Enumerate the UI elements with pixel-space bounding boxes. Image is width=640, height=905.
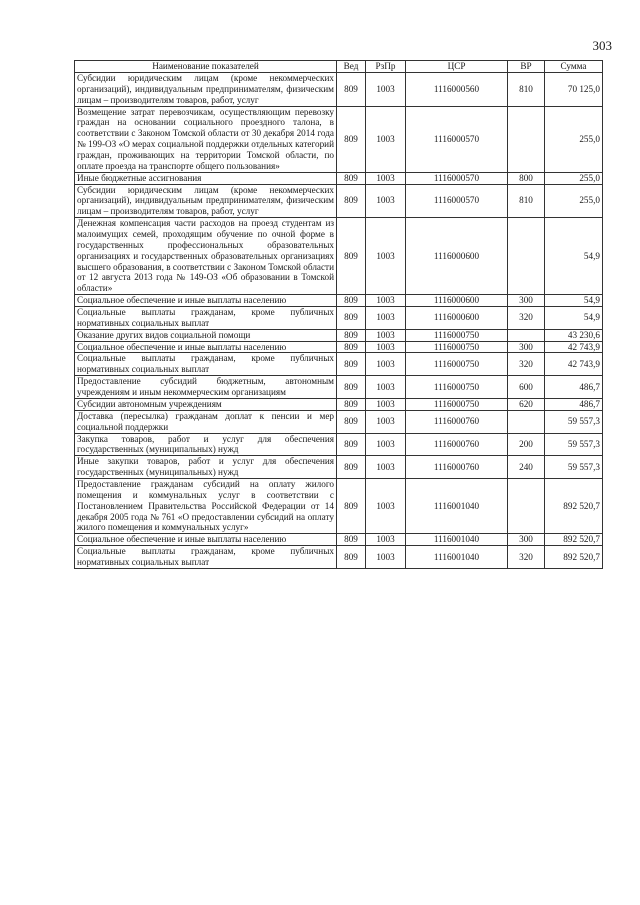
cell-ved: 809 xyxy=(337,433,366,456)
cell-ved: 809 xyxy=(337,73,366,107)
table-row xyxy=(75,534,603,546)
cell-sum: 54,9 xyxy=(545,307,603,330)
page-number: 303 xyxy=(592,38,612,53)
cell-rzpr: 1003 xyxy=(366,478,406,533)
cell-ved: 809 xyxy=(337,341,366,353)
cell-sum: 255,0 xyxy=(545,106,603,172)
header-vr: ВР xyxy=(508,61,545,73)
cell-rzpr: 1003 xyxy=(366,295,406,307)
cell-name: Возмещение затрат перевозчикам, осуществляющим перевозку граждан на основании социального проездного талона, в соответствии с Законом Томской области от 30 декабря 2014 года № 199-ОЗ «О мерах социальной поддержки отдельных категорий граждан, проживающих на территории Томской области, по оплате проезда на транспорте общего пользования» xyxy=(75,106,337,172)
cell-vr: 300 xyxy=(508,295,545,307)
cell-sum: 486,7 xyxy=(545,398,603,410)
cell-ved: 809 xyxy=(337,307,366,330)
cell-csr: 1116000570 xyxy=(406,184,508,218)
cell-ved: 809 xyxy=(337,353,366,376)
cell-vr xyxy=(508,410,545,433)
cell-csr: 1116000600 xyxy=(406,295,508,307)
cell-vr: 240 xyxy=(508,456,545,479)
cell-vr: 300 xyxy=(508,341,545,353)
cell-ved: 809 xyxy=(337,106,366,172)
cell-sum: 892 520,7 xyxy=(545,546,603,569)
cell-vr: 320 xyxy=(508,353,545,376)
cell-name: Оказание других видов социальной помощи xyxy=(75,329,337,341)
cell-vr: 300 xyxy=(508,534,545,546)
table-row xyxy=(75,410,603,433)
table-row xyxy=(75,329,603,341)
cell-ved: 809 xyxy=(337,410,366,433)
cell-sum: 59 557,3 xyxy=(545,456,603,479)
cell-sum: 54,9 xyxy=(545,218,603,295)
cell-ved: 809 xyxy=(337,546,366,569)
cell-rzpr: 1003 xyxy=(366,172,406,184)
cell-ved: 809 xyxy=(337,456,366,479)
cell-sum: 892 520,7 xyxy=(545,478,603,533)
table-row xyxy=(75,433,603,456)
cell-sum: 255,0 xyxy=(545,172,603,184)
cell-name: Социальные выплаты гражданам, кроме публичных нормативных социальных выплат xyxy=(75,546,337,569)
cell-vr: 620 xyxy=(508,398,545,410)
cell-sum: 892 520,7 xyxy=(545,534,603,546)
cell-name: Денежная компенсация части расходов на проезд студентам из малоимущих семей, проходящим обучение по очной форме в государственных профессиональных образовательных организациях и государственных образовательных организациях высшего образования, в соответствии с Законом Томской области от 12 августа 2013 года № 149-ОЗ «Об образовании в Томской области» xyxy=(75,218,337,295)
table-row xyxy=(75,307,603,330)
cell-vr: 320 xyxy=(508,307,545,330)
cell-vr: 320 xyxy=(508,546,545,569)
cell-vr xyxy=(508,329,545,341)
table-row xyxy=(75,106,603,172)
table-row xyxy=(75,295,603,307)
header-name: Наименование показателей xyxy=(75,61,337,73)
cell-name: Социальные выплаты гражданам, кроме публичных нормативных социальных выплат xyxy=(75,353,337,376)
table-row xyxy=(75,73,603,107)
cell-name: Предоставление гражданам субсидий на оплату жилого помещения и коммунальных услуг в соответствии с Постановлением Правительства Российской Федерации от 14 декабря 2005 года № 761 «О предоставлении субсидий на оплату жилого помещения и коммунальных услуг» xyxy=(75,478,337,533)
cell-name: Социальное обеспечение и иные выплаты населению xyxy=(75,341,337,353)
cell-ved: 809 xyxy=(337,295,366,307)
cell-sum: 42 743,9 xyxy=(545,353,603,376)
cell-csr: 1116001040 xyxy=(406,478,508,533)
cell-vr xyxy=(508,218,545,295)
cell-sum: 70 125,0 xyxy=(545,73,603,107)
table-row xyxy=(75,456,603,479)
cell-vr: 800 xyxy=(508,172,545,184)
cell-name: Предоставление субсидий бюджетным, автономным учреждениям и иным некоммерческим организациям xyxy=(75,376,337,399)
cell-rzpr: 1003 xyxy=(366,546,406,569)
cell-rzpr: 1003 xyxy=(366,329,406,341)
budget-table xyxy=(74,60,603,569)
table-row xyxy=(75,398,603,410)
cell-csr: 1116001040 xyxy=(406,534,508,546)
cell-csr: 1116000600 xyxy=(406,218,508,295)
cell-name: Социальные выплаты гражданам, кроме публичных нормативных социальных выплат xyxy=(75,307,337,330)
cell-csr: 1116000570 xyxy=(406,106,508,172)
cell-ved: 809 xyxy=(337,329,366,341)
cell-csr: 1116000760 xyxy=(406,456,508,479)
cell-name: Доставка (пересылка) гражданам доплат к пенсии и мер социальной поддержки xyxy=(75,410,337,433)
table-row xyxy=(75,353,603,376)
cell-name: Субсидии автономным учреждениям xyxy=(75,398,337,410)
cell-sum: 42 743,9 xyxy=(545,341,603,353)
cell-sum: 59 557,3 xyxy=(545,410,603,433)
cell-rzpr: 1003 xyxy=(366,184,406,218)
table-row xyxy=(75,341,603,353)
cell-sum: 255,0 xyxy=(545,184,603,218)
cell-ved: 809 xyxy=(337,184,366,218)
cell-name: Закупка товаров, работ и услуг для обеспечения государственных (муниципальных) нужд xyxy=(75,433,337,456)
cell-rzpr: 1003 xyxy=(366,534,406,546)
cell-csr: 1116000750 xyxy=(406,398,508,410)
cell-csr: 1116000750 xyxy=(406,376,508,399)
cell-name: Иные закупки товаров, работ и услуг для обеспечения государственных (муниципальных) нужд xyxy=(75,456,337,479)
cell-vr xyxy=(508,106,545,172)
cell-name: Социальное обеспечение и иные выплаты населению xyxy=(75,534,337,546)
cell-name: Субсидии юридическим лицам (кроме некоммерческих организаций), индивидуальным предпринимателям, физическим лицам – производителям товаров, работ, услуг xyxy=(75,73,337,107)
cell-ved: 809 xyxy=(337,534,366,546)
cell-rzpr: 1003 xyxy=(366,398,406,410)
cell-name: Иные бюджетные ассигнования xyxy=(75,172,337,184)
cell-csr: 1116000760 xyxy=(406,410,508,433)
header-rzpr: РзПр xyxy=(366,61,406,73)
cell-vr: 600 xyxy=(508,376,545,399)
cell-csr: 1116000750 xyxy=(406,341,508,353)
cell-sum: 59 557,3 xyxy=(545,433,603,456)
table-row xyxy=(75,546,603,569)
cell-csr: 1116000560 xyxy=(406,73,508,107)
cell-csr: 1116000750 xyxy=(406,353,508,376)
cell-vr: 200 xyxy=(508,433,545,456)
header-sum: Сумма xyxy=(545,61,603,73)
cell-csr: 1116000570 xyxy=(406,172,508,184)
header-csr: ЦСР xyxy=(406,61,508,73)
table-header xyxy=(75,61,603,73)
cell-csr: 1116001040 xyxy=(406,546,508,569)
cell-ved: 809 xyxy=(337,376,366,399)
cell-sum: 486,7 xyxy=(545,376,603,399)
cell-ved: 809 xyxy=(337,218,366,295)
cell-rzpr: 1003 xyxy=(366,341,406,353)
table-row xyxy=(75,218,603,295)
cell-ved: 809 xyxy=(337,172,366,184)
table-body xyxy=(75,73,603,569)
cell-name: Социальное обеспечение и иные выплаты населению xyxy=(75,295,337,307)
cell-rzpr: 1003 xyxy=(366,433,406,456)
cell-csr: 1116000750 xyxy=(406,329,508,341)
table-row xyxy=(75,478,603,533)
cell-rzpr: 1003 xyxy=(366,73,406,107)
cell-csr: 1116000760 xyxy=(406,433,508,456)
cell-rzpr: 1003 xyxy=(366,218,406,295)
cell-rzpr: 1003 xyxy=(366,456,406,479)
cell-csr: 1116000600 xyxy=(406,307,508,330)
cell-vr xyxy=(508,478,545,533)
cell-sum: 54,9 xyxy=(545,295,603,307)
cell-rzpr: 1003 xyxy=(366,106,406,172)
header-ved: Вед xyxy=(337,61,366,73)
table-row xyxy=(75,172,603,184)
cell-rzpr: 1003 xyxy=(366,307,406,330)
cell-sum: 43 230,6 xyxy=(545,329,603,341)
cell-rzpr: 1003 xyxy=(366,410,406,433)
cell-vr: 810 xyxy=(508,184,545,218)
table-row xyxy=(75,184,603,218)
table-row xyxy=(75,376,603,399)
cell-name: Субсидии юридическим лицам (кроме некоммерческих организаций), индивидуальным предпринимателям, физическим лицам – производителям товаров, работ, услуг xyxy=(75,184,337,218)
cell-ved: 809 xyxy=(337,478,366,533)
cell-rzpr: 1003 xyxy=(366,353,406,376)
cell-ved: 809 xyxy=(337,398,366,410)
cell-vr: 810 xyxy=(508,73,545,107)
cell-rzpr: 1003 xyxy=(366,376,406,399)
